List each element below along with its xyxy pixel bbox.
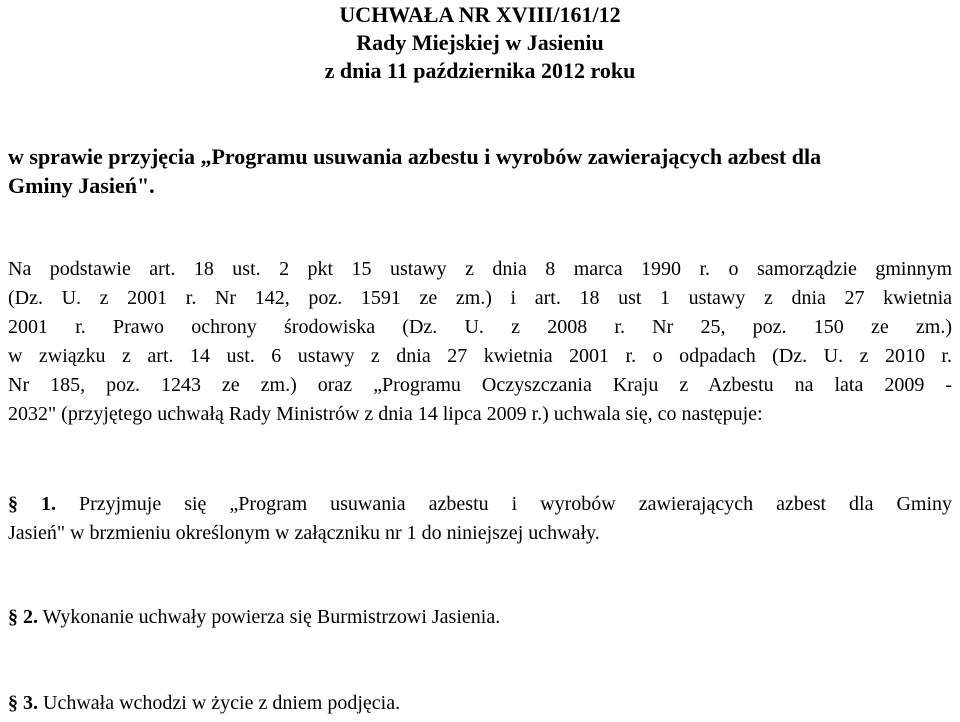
paragraph-3-number: 3. (23, 692, 38, 714)
paragraph-2-symbol: § (8, 606, 18, 628)
subject-line-2: Gminy Jasień". (8, 173, 155, 198)
paragraph-3-text: Uchwała wchodzi w życie z dniem podjęcia. (43, 692, 401, 714)
preamble-line-5: Nr 185, poz. 1243 ze zm.) oraz „Programu Oczyszczania Kraju z Azbestu na lata 2009 - (8, 374, 952, 396)
preamble-line-3: 2001 r. Prawo ochrony środowiska (Dz. U. z 2008 r. Nr 25, poz. 150 ze zm.) (8, 316, 952, 338)
legal-basis-preamble (8, 255, 952, 429)
paragraph-1-line-2: Jasień" w brzmieniu określonym w załączniku nr 1 do niniejszej uchwały. (8, 522, 600, 544)
paragraph-1-number: 1. (41, 493, 56, 515)
paragraph-2-number: 2. (23, 606, 38, 628)
preamble-line-1: Na podstawie art. 18 ust. 2 pkt 15 ustawy z dnia 8 marca 1990 r. o samorządzie gminnym (8, 258, 952, 280)
paragraph-1 (8, 490, 952, 548)
preamble-line-2: (Dz. U. z 2001 r. Nr 142, poz. 1591 ze zm.) i art. 18 ust 1 ustawy z dnia 27 kwietnia (8, 287, 952, 309)
resolution-subject (8, 142, 952, 200)
paragraph-2 (8, 603, 952, 632)
council-name: Rady Miejskiej w Jasieniu (356, 30, 604, 55)
subject-line-1: w sprawie przyjęcia „Programu usuwania azbestu i wyrobów zawierających azbest dla (8, 144, 822, 169)
preamble-line-6: 2032" (przyjętego uchwałą Rady Ministrów z dnia 14 lipca 2009 r.) uchwala się, co następuje: (8, 403, 763, 425)
paragraph-1-line-1: Przyjmuje się „Program usuwania azbestu i wyrobów zawierających azbest dla Gminy (79, 493, 953, 515)
paragraph-3 (8, 689, 952, 718)
preamble-line-4: w związku z art. 14 ust. 6 ustawy z dnia 27 kwietnia 2001 r. o odpadach (Dz. U. z 2010 r. (8, 345, 952, 367)
paragraph-1-symbol: § (8, 493, 18, 515)
paragraph-3-symbol: § (8, 692, 18, 714)
resolution-number: UCHWAŁA NR XVIII/161/12 (339, 2, 621, 27)
paragraph-2-text: Wykonanie uchwały powierza się Burmistrzowi Jasienia. (42, 606, 501, 628)
resolution-date: z dnia 11 października 2012 roku (324, 58, 636, 83)
